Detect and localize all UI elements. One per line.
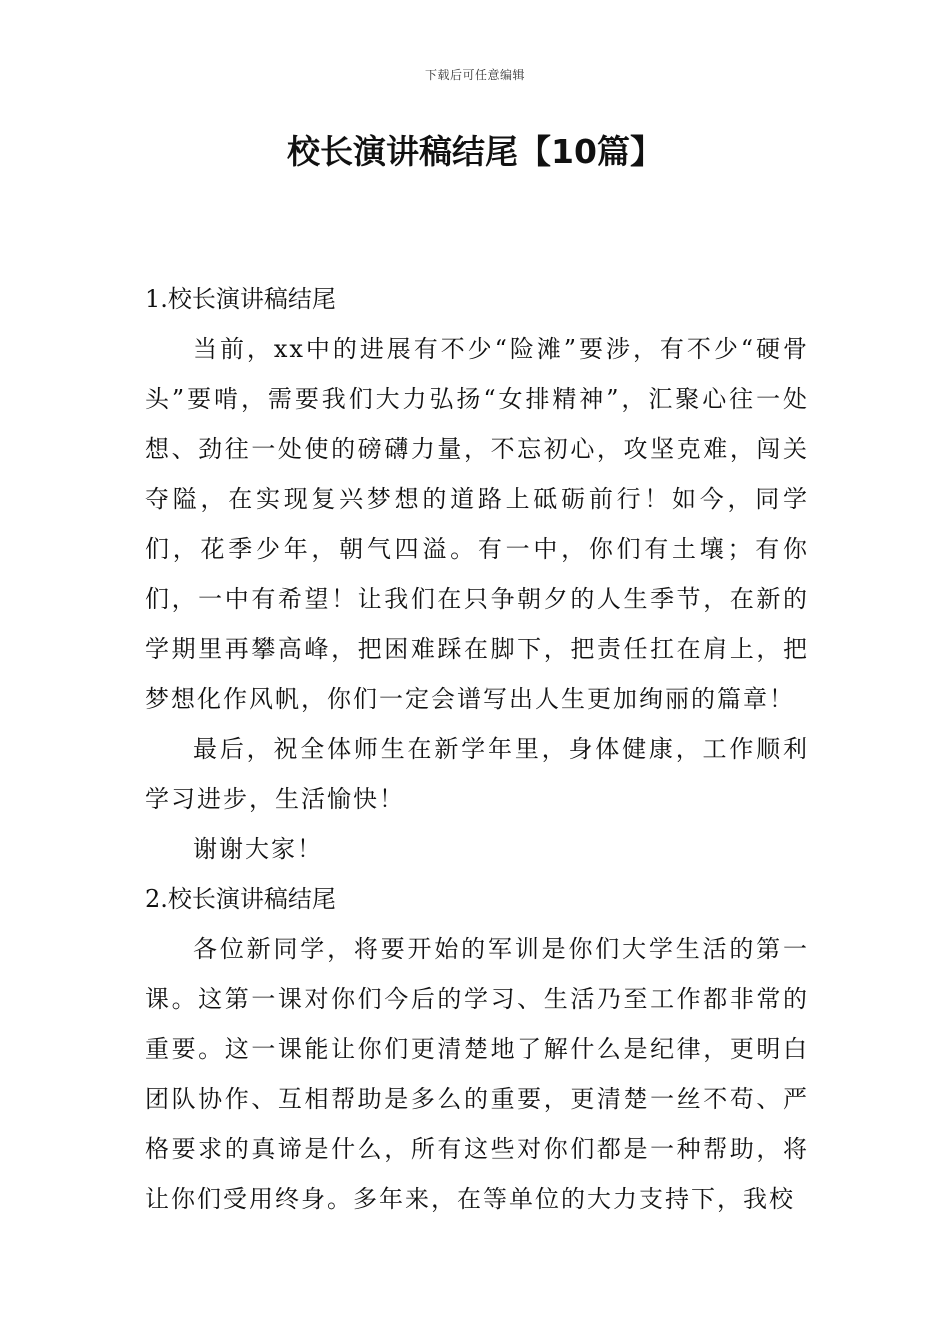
download-editable-note: 下载后可任意编辑 <box>424 68 525 82</box>
paragraph: 各位新同学，将要开始的军训是你们大学生活的第一课。这第一课对你们今后的学习、生活乃至工作都非常的重要。这一课能让你们更清楚地了解什么是纪律，更明白团队协作、互相帮助是多么的重要，更清楚一丝不苟、严格要求的真谛是什么，所有这些对你们都是一种帮助，将让你们受用终身。多年来，在等单位的大力支持下，我校 <box>145 935 809 1213</box>
section-1 <box>145 274 809 874</box>
paragraph: 谢谢大家！ <box>193 835 323 863</box>
document-title: 校长演讲稿结尾【10篇】 <box>287 132 663 171</box>
paragraph: 最后，祝全体师生在新学年里，身体健康，工作顺利学习进步，生活愉快！ <box>145 735 809 813</box>
section-2 <box>145 874 809 1224</box>
document-body <box>145 274 809 1224</box>
section-heading: 2.校长演讲稿结尾 <box>145 885 336 913</box>
section-heading: 1.校长演讲稿结尾 <box>145 285 336 313</box>
paragraph: 当前，xx中的进展有不少“险滩”要涉，有不少“硬骨头”要啃，需要我们大力弘扬“女排精神”，汇聚心往一处想、劲往一处使的磅礴力量，不忘初心，攻坚克难，闯关夺隘，在实现复兴梦想的道路上砥砺前行！如今，同学们，花季少年，朝气四溢。有一中，你们有土壤；有你们，一中有希望！让我们在只争朝夕的人生季节，在新的学期里再攀高峰，把困难踩在脚下，把责任扛在肩上，把梦想化作风帆，你们一定会谱写出人生更加绚丽的篇章！ <box>145 335 809 713</box>
